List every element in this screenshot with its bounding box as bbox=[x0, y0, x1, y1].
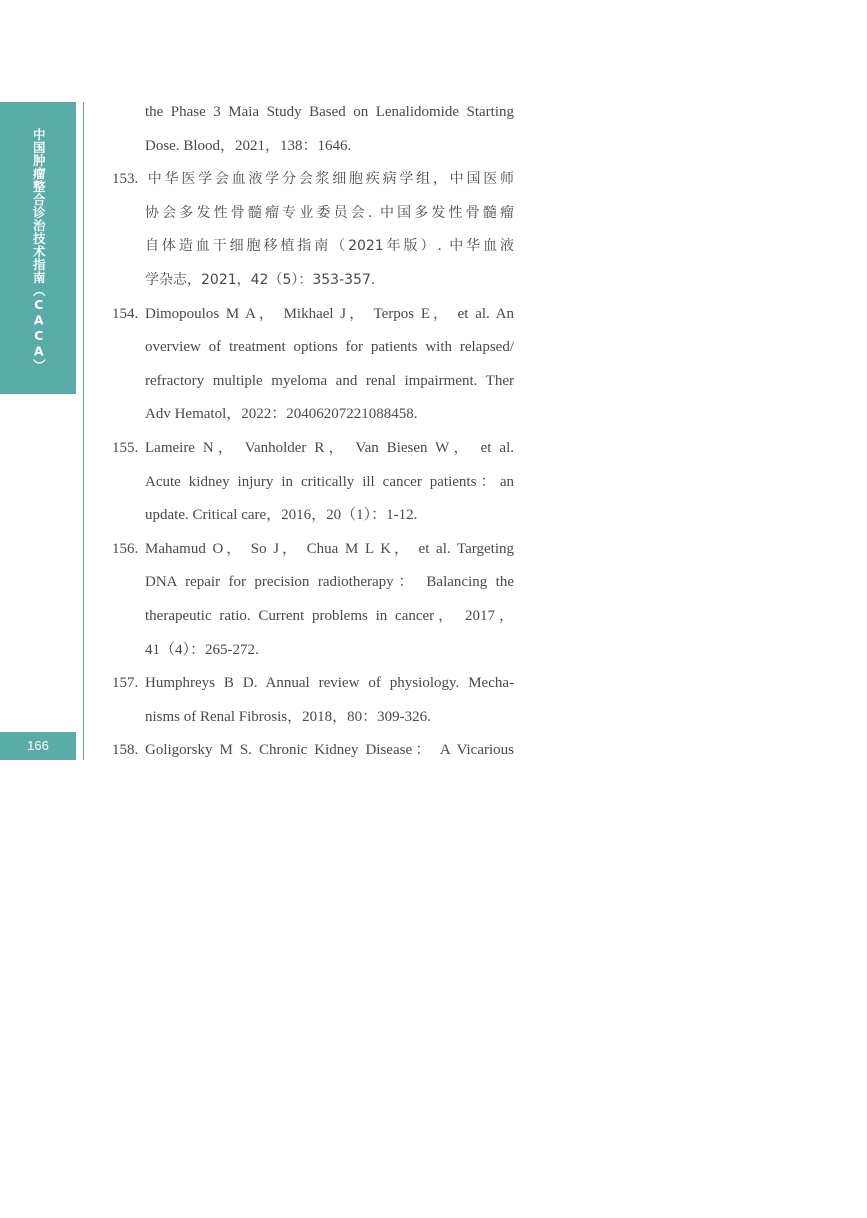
page-number: 166 bbox=[0, 732, 76, 760]
reference-line bbox=[112, 197, 514, 231]
reference-line bbox=[112, 298, 514, 332]
side-title-text: 中国肿瘤整合诊治技术指南（CACA） bbox=[31, 128, 47, 372]
reference-text: Mahamud O， So J， Chua M L K， et al. Targeting bbox=[145, 540, 514, 557]
reference-text: the Phase 3 Maia Study Based on Lenalidomide Starting bbox=[145, 104, 514, 120]
reference-number: 158. bbox=[112, 742, 139, 759]
reference-number: 156. bbox=[112, 540, 139, 557]
reference-line bbox=[112, 533, 514, 567]
reference-line bbox=[112, 365, 514, 399]
reference-line bbox=[112, 163, 514, 197]
reference-line bbox=[112, 130, 514, 164]
reference-text: refractory multiple myeloma and renal impairment. Ther bbox=[145, 372, 514, 389]
reference-entry bbox=[112, 432, 514, 533]
reference-line bbox=[112, 667, 514, 701]
reference-number: 153. bbox=[112, 171, 139, 188]
reference-number: 157. bbox=[112, 675, 139, 692]
reference-line bbox=[112, 466, 514, 500]
reference-text: Lameire N， Vanholder R， Van Biesen W， et al. bbox=[145, 439, 514, 456]
reference-text: 中华医学会血液学分会浆细胞疾病学组，中国医师 bbox=[145, 171, 514, 188]
reference-text: Humphreys B D. Annual review of physiology. Mecha- bbox=[145, 675, 514, 692]
reference-text: overview of treatment options for patients with relapsed/ bbox=[145, 339, 514, 356]
reference-text: 学杂志，2021，42（5）：353-357. bbox=[145, 271, 376, 288]
reference-list bbox=[112, 96, 514, 768]
reference-number: 154. bbox=[112, 305, 139, 322]
reference-entry bbox=[112, 667, 514, 734]
reference-line bbox=[112, 734, 514, 768]
reference-line bbox=[112, 230, 514, 264]
chapter-side-title bbox=[0, 128, 76, 378]
reference-text: DNA repair for precision radiotherapy： Balancing the bbox=[145, 574, 514, 591]
reference-line bbox=[112, 432, 514, 466]
reference-text: nisms of Renal Fibrosis，2018，80：309-326. bbox=[145, 708, 431, 725]
reference-line bbox=[112, 398, 514, 432]
reference-text: therapeutic ratio. Current problems in cancer， 2017， bbox=[145, 607, 514, 624]
reference-text: Dose. Blood，2021，138：1646. bbox=[145, 137, 352, 154]
reference-text: Adv Hematol，2022：20406207221088458. bbox=[145, 406, 418, 423]
reference-text: 协会多发性骨髓瘤专业委员会. 中国多发性骨髓瘤 bbox=[145, 204, 514, 221]
reference-line bbox=[112, 331, 514, 365]
reference-line bbox=[112, 701, 514, 735]
reference-text: 41（4）：265-272. bbox=[145, 641, 259, 658]
reference-entry bbox=[112, 96, 514, 163]
reference-line bbox=[112, 264, 514, 298]
reference-line bbox=[112, 96, 514, 130]
reference-text: 自体造血干细胞移植指南（2021年版）. 中华血液 bbox=[145, 238, 514, 255]
reference-line bbox=[112, 600, 514, 634]
reference-number: 155. bbox=[112, 439, 139, 456]
reference-line bbox=[112, 499, 514, 533]
reference-line bbox=[112, 634, 514, 668]
margin-rule bbox=[83, 102, 84, 760]
reference-line bbox=[112, 566, 514, 600]
reference-text: Goligorsky M S. Chronic Kidney Disease： A Vicarious bbox=[145, 742, 514, 759]
reference-text: Acute kidney injury in critically ill cancer patients：an bbox=[145, 473, 514, 490]
reference-text: Dimopoulos M A， Mikhael J， Terpos E， et al. An bbox=[145, 305, 514, 322]
reference-entry bbox=[112, 533, 514, 667]
reference-entry bbox=[112, 298, 514, 432]
reference-text: update. Critical care，2016，20（1）：1-12. bbox=[145, 507, 418, 524]
reference-entry bbox=[112, 734, 514, 768]
reference-entry bbox=[112, 163, 514, 297]
